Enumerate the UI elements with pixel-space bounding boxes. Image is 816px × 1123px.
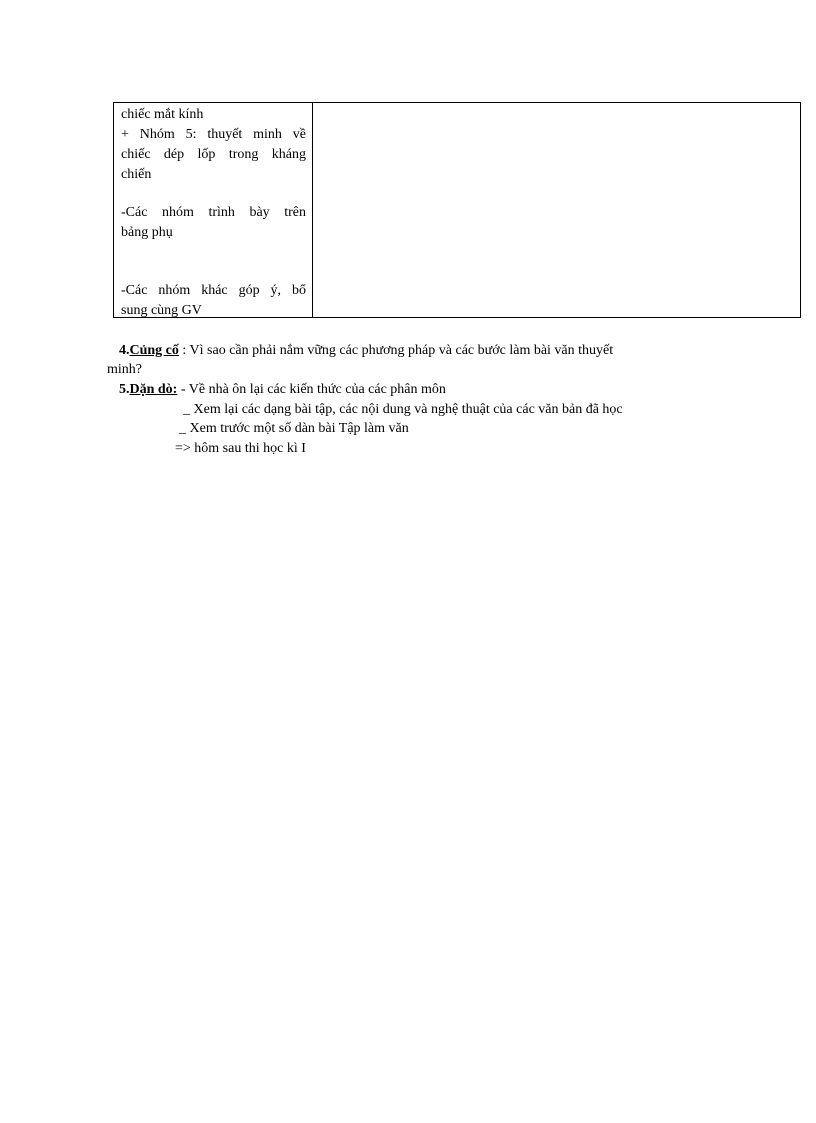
section-number: 5. bbox=[119, 382, 130, 397]
section-heading: Dặn dò: bbox=[129, 382, 178, 397]
cell-text-line: sung cùng GV bbox=[121, 303, 202, 318]
table-left-cell bbox=[114, 103, 313, 317]
dan-do-item: => hôm sau thi học kì I bbox=[175, 441, 306, 456]
cell-text-line: + Nhóm 5: thuyết minh về bbox=[121, 127, 306, 142]
cung-co-wrap: minh? bbox=[107, 362, 142, 377]
section-number: 4. bbox=[119, 343, 130, 358]
cell-text-line: chiếc dép lốp trong kháng bbox=[121, 147, 306, 162]
dan-do-item: _ Xem trước một số dàn bài Tập làm văn bbox=[179, 421, 409, 436]
section-text: : Vì sao cần phải nắm vững các phương pháp và các bước làm bài văn thuyết bbox=[178, 343, 614, 358]
section-heading: Củng cố bbox=[129, 343, 179, 358]
spacer bbox=[121, 243, 306, 281]
spacer bbox=[121, 185, 306, 203]
section-text: - Về nhà ôn lại các kiến thức của các phân môn bbox=[177, 382, 446, 397]
cell-text-line: chiếc mắt kính bbox=[121, 107, 204, 122]
dan-do-line bbox=[119, 380, 446, 399]
cell-text-line: bảng phụ bbox=[121, 225, 173, 240]
dan-do-item: _ Xem lại các dạng bài tập, các nội dung và nghệ thuật của các văn bản đã học bbox=[183, 402, 623, 417]
lesson-table bbox=[113, 102, 801, 318]
cell-text-line: -Các nhóm trình bày trên bbox=[121, 205, 306, 220]
cung-co-line bbox=[119, 341, 613, 360]
cell-text-line: -Các nhóm khác góp ý, bổ bbox=[121, 283, 306, 298]
cell-text-line: chiến bbox=[121, 167, 152, 182]
table-right-cell bbox=[313, 103, 800, 317]
